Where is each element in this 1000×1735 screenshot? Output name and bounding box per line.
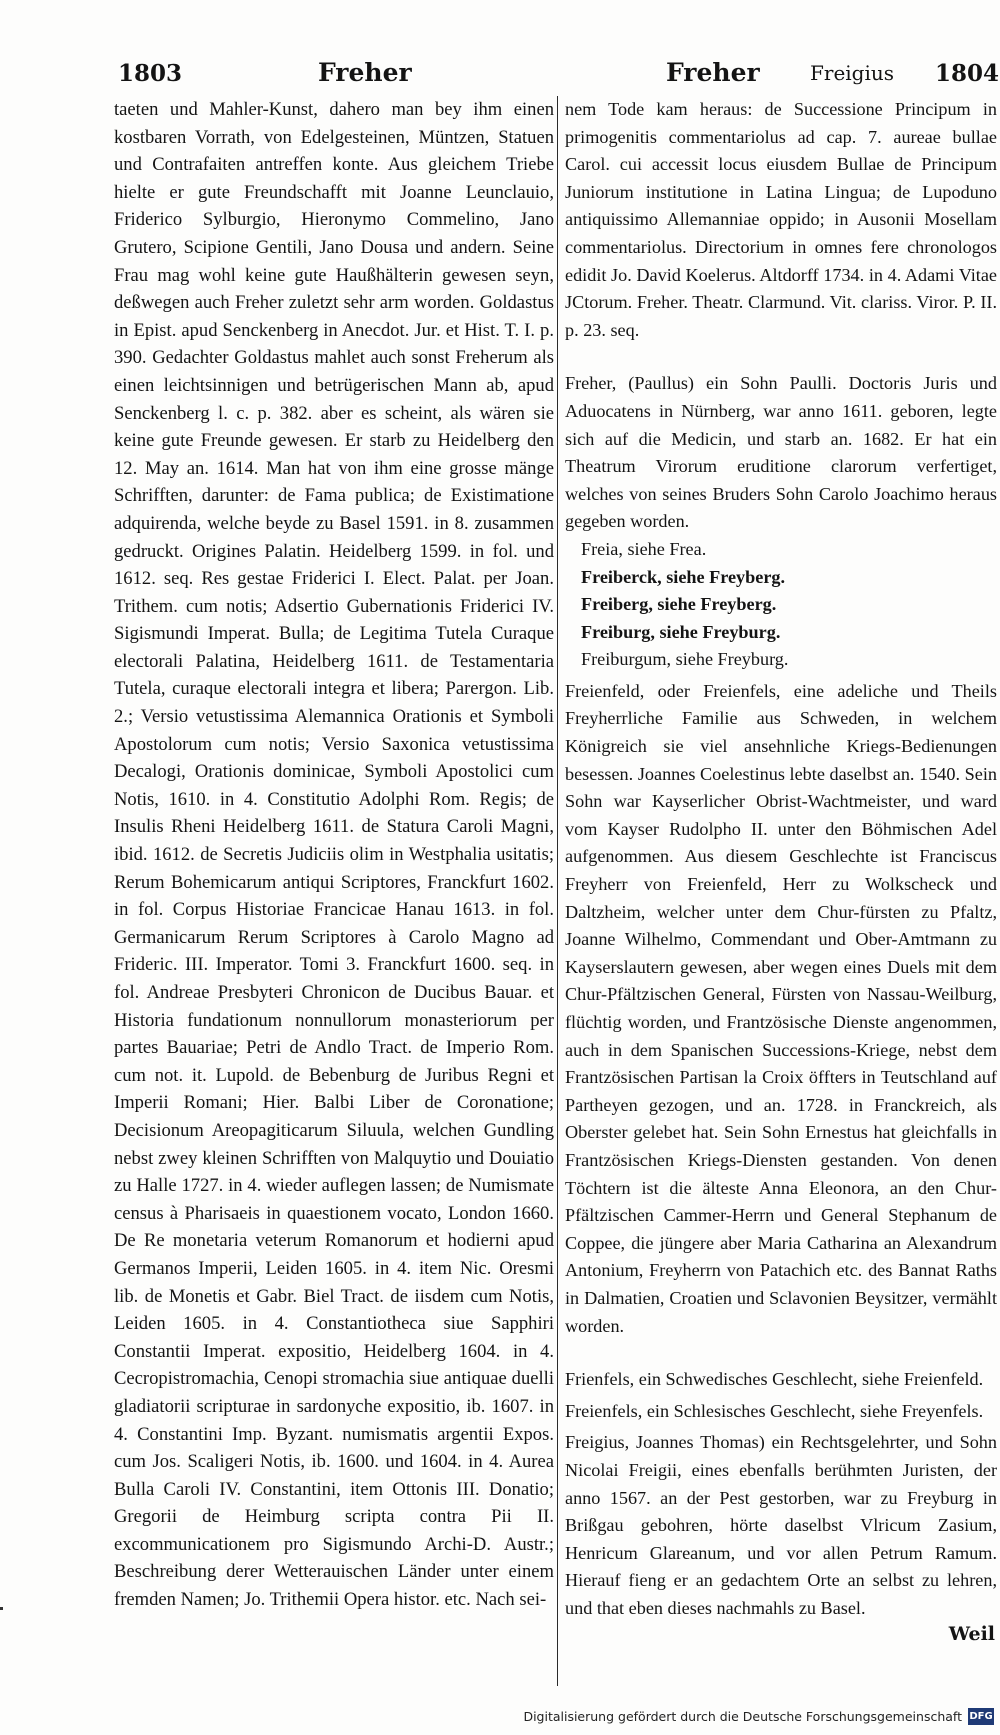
dfg-logo-icon: DFG: [968, 1708, 994, 1725]
right-paragraph-continuation: nem Tode kam heraus: de Successione Principum in primogenitis commentariolus ad cap. 7. aureae bullae Carol. cui accessit locus eiusdem Bullae de Principum Juniorum institutione in Latina Lingua; de Lupoduno antiquissimo Allemanniae oppido; in Ausonii Mosellam commentariolus. Directorium in omnes fere chronologos edidit Jo. David Koelerus. Altdorff 1734. in 4. Adami Vitae JCtorum. Freher. Theatr. Clarmund. Vit. clariss. Viror. P. II. p. 23. seq.: [565, 99, 997, 340]
catchword: Weil: [948, 1623, 995, 1646]
page-number-left: 1803: [118, 60, 183, 87]
entry-freienfels: Freienfels, ein Schlesisches Geschlecht, siehe Freyenfels.: [565, 1400, 984, 1421]
running-head-left: Freher: [318, 58, 412, 87]
footer-credit: Digitalisierung gefördert durch die Deutsche Forschungsgemeinschaft: [523, 1708, 962, 1724]
entry-freher-paullus: Freher, (Paullus) ein Sohn Paulli. Doctoris Juris und Aduocatens in Nürnberg, war anno 1611. geboren, legte sich auf die Medicin, und starb an. 1682. Er hat ein Theatrum Virorum eruditione clarorum verfertiget, welches von seines Bruders Sohn Carolo Joachimo heraus gegeben worden.: [565, 373, 997, 532]
xref-freia: Freia, siehe Frea.: [581, 538, 707, 559]
footer: [523, 1705, 994, 1727]
xref-freiberck: Freiberck, siehe Freyberg.: [581, 566, 786, 587]
entry-freigius: Freigius, Joannes Thomas) ein Rechtsgelehrter, und Sohn Nicolai Freigii, eines ebenfalls berühmten Juristen, der anno 1567. an der Pest gestorben, war zu Freyburg in Brißgau gebohren, hörte daselbst Vlricum Zasium, Henricum Glareanum, und vor allen Petrum Ramum. Hierauf fieng er an gedachtem Orte an selbst zu lehren, und that eben dieses nachmahls zu Basel.: [565, 1432, 997, 1618]
page-header: [0, 0, 1000, 95]
edge-mark: [0, 1607, 3, 1610]
entry-frienfels: Frienfels, ein Schwedisches Geschlecht, siehe Freienfeld.: [565, 1369, 984, 1390]
entry-freienfeld: Freienfeld, oder Freienfels, eine adeliche und Theils Freyherrliche Familie aus Schweden, in welchem Königreich sie viel ansehnliche Kriegs-Bedienungen besessen. Joannes Coelestinus lebte daselbst an. 1540. Sein Sohn war Kayserlicher Obrist-Wachtmeister, und ward vom Kayser Rudolpho II. unter den Böhmischen Adel aufgenommen. Aus diesem Geschlechte ist Franciscus Freyherr von Freienfeld, Herr zu Wolkscheck und Daltzheim, welcher unter dem Chur-fürsten zu Pfaltz, Joanne Wilhelmo, Commendant und Ober-Amtmann zu Kayserslautern gewesen, aber wegen eines Duels mit dem Chur-Pfältzischen General, Fürsten von Nassau-Weilburg, flüchtig worden, und Frantzösische Dienste angenommen, auch in dem Spanischen Successions-Kriege, nebst dem Frantzösischen Partisan la Croix öffters in Teutschland auf Partheyen gezogen, und an. 1728. in Franckreich, als Oberster gelebet hat. Sein Sohn Ernestus hat gleichfalls in Frantzösischen Kriegs-Diensten gestanden. Von denen Töchtern ist die älteste Anna Eleonora, an den Chur-Pfältzischen Cammer-Herrn und General Stephanum de Coppee, die jüngere aber Maria Catharina an Alexandrum Antonium, Freyherrn von Patachich etc. des Bannat Raths in Dalmatien, Croatien und Sclavonien Beysitzer, vermählt worden.: [565, 680, 997, 1336]
running-head-right: Freher: [666, 58, 760, 87]
xref-freiberg: Freiberg, siehe Freyberg.: [581, 594, 777, 615]
right-column: [565, 96, 997, 1721]
running-head-subword: Freigius: [810, 61, 895, 85]
left-column: [114, 96, 554, 1671]
xref-freiburg: Freiburg, siehe Freyburg.: [581, 621, 781, 642]
page-number-right: 1804: [935, 60, 1000, 87]
column-divider: [557, 96, 558, 1686]
xref-freiburgum: Freiburgum, siehe Freyburg.: [581, 649, 789, 670]
left-paragraph: taeten und Mahler-Kunst, dahero man bey ihm einen kostbaren Vorrath, von Edelgesteinen, Müntzen, Statuen und Contrafaiten antreffen konte. Aus gleichem Triebe hielte er gute Freundschafft mit Joanne Leunclauio, Friderico Sylburgio, Hieronymo Commelino, Jano Grutero, Scipione Gentili, Jano Dousa und andern. Seine Frau mag wohl keine gute Haußhälterin gewesen seyn, deßwegen auch Freher zuletzt sehr arm worden. Goldastus in Epist. apud Senckenberg in Anecdot. Jur. et Hist. T. I. p. 390. Gedachter Goldastus mahlet auch sonst Freherum als einen leichtsinnigen und betrügerischen Mann ab, apud Senckenberg l. c. p. 382. aber es scheint, als wären sie keine gute Freunde gewesen. Er starb zu Heidelberg den 12. May an. 1614. Man hat von ihm eine grosse mänge Schrifften, darunter: de Fama publica; de Existimatione adquirenda, welche beyde zu Basel 1591. in 8. zusammen gedruckt. Origines Palatin. Heidelberg 1599. in fol. und 1612. seq. Res gestae Friderici I. Elect. Palat. per Joan. Trithem. cum notis; Adsertio Gubernationis Friderici IV. Sigismundi Imperat. Bulla; de Legitima Tutela Curaque electorali Palatina, Heidelberg 1611. de Testamentaria Tutela, curaque electorali integra et libera; Parergon. Lib. 2.; Versio vetustissima Alemannica Orationis et Symboli Apostolorum cum notis; Versio Saxonica vetustissima Decalogi, Orationis dominicae, Symboli Apostolici cum Notis, 1610. in 4. Constitutio Adolphi Rom. Regis; de Insulis Rheni Heidelberg 1611. de Statura Caroli Magni, ibid. 1612. de Secretis Judiciis olim in Westphalia usitatis; Rerum Bohemicarum antiqui Scriptores, Franckfurt 1602. in fol. Corpus Historiae Francicae Hanau 1613. in fol. Germanicarum Rerum Scriptores à Carolo Magno ad Frideric. III. Imperator. Tomi 3. Franckfurt 1600. seq. in fol. Andreae Presbyteri Chronicon de Ducibus Bauar. et Historia fundationum nonnullorum monasteriorum per partes Bauariae; Petri de Andlo Tract. de Imperio Rom. cum not. it. Lupold. de Bebenburg de Juribus Regni et Imperii Romani; Hier. Balbi Liber de Coronatione; Decisionum Areopagiticarum Siluula, welchen Gundling nebst zwey kleinen Schrifften von Malquytio und Douiatio zu Halle 1727. in 4. wieder auflegen lassen; de Numismate census à Pharisaeis in quaestionem vocato, London 1660. De Re monetaria veterum Romanorum et hodierni apud Germanos Imperii, Leiden 1605. in 4. item Nic. Oresmi lib. de Monetis et Gabr. Biel Tract. de iisdem cum Notis, Leiden 1605. in 4. Constantiotheca siue Sapphiri Constantii Imperat. expositio, Heidelberg 1604. in 4. Cecropistromachia, Cenopi stromachia siue antiquae duelli gladiatorii scripturae in sardonyche expositio, ib. 1607. in 4. Constantini Imp. Byzant. numismatis argentii Expos. cum Jos. Scaligeri Notis, ib. 1600. und 1604. in 4. Aurea Bulla Caroli IV. Constantini, item Ottonis III. Donatio; Gregorii de Heimburg scripta contra Pii II. excommunicationem pro Sigismundo Archi-D. Austr.; Beschreibung derer Wetterauischen Länder unter einem fremden Namen; Jo. Trithemii Opera histor. etc. Nach sei-: [114, 99, 554, 1611]
